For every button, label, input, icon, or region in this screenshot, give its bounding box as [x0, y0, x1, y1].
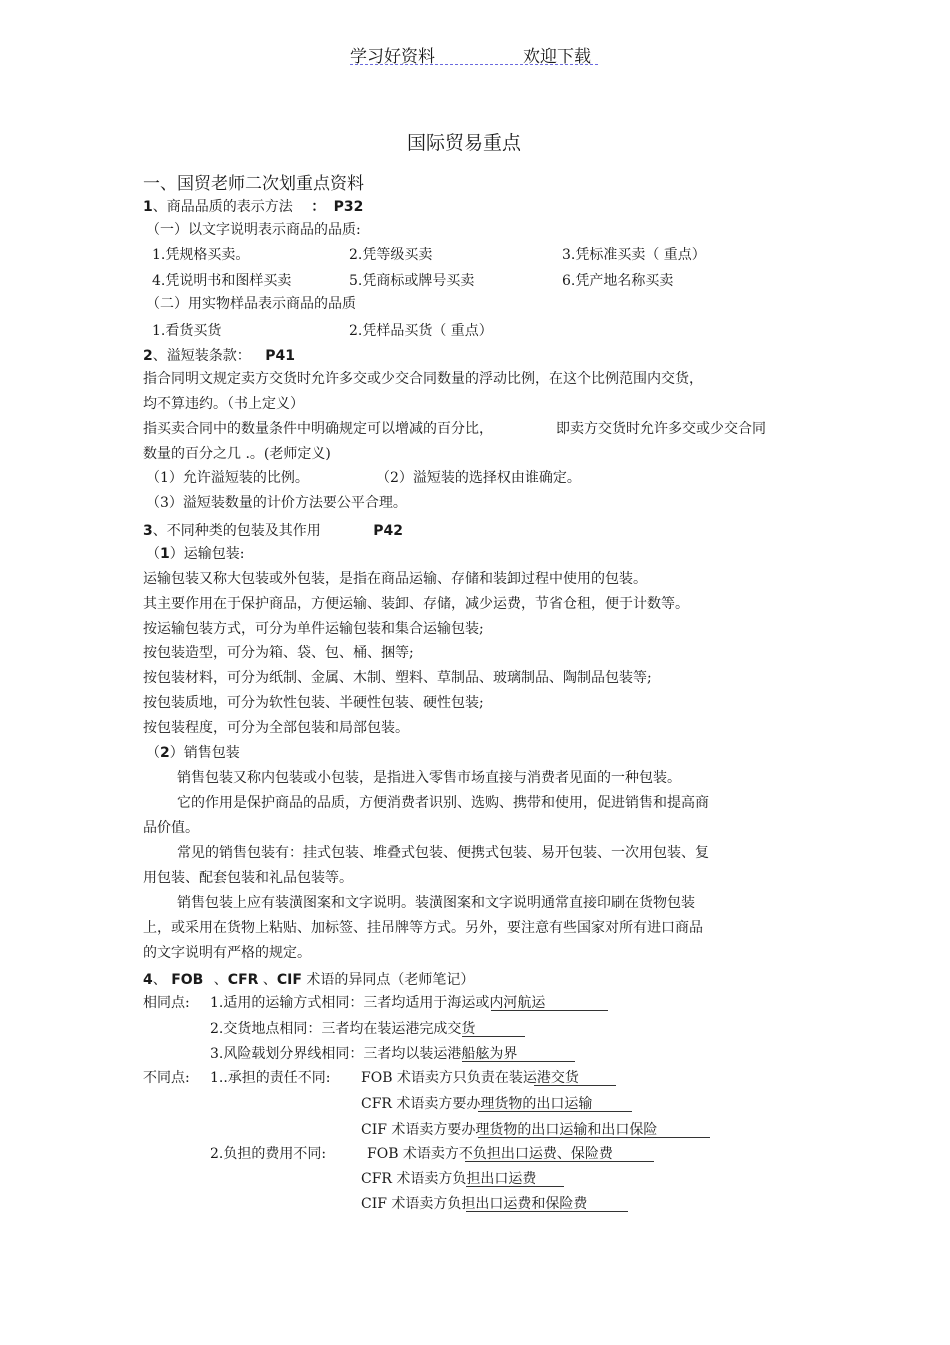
section-title: 术语的异同点（老师笔记） — [306, 972, 475, 988]
list-item: 2.凭等级买卖 — [349, 247, 433, 263]
underline — [462, 1061, 575, 1062]
diff-detail: CFR 术语卖方负担出口运费 — [361, 1171, 537, 1187]
list-item: （3）溢短装数量的计价方法要公平合理。 — [146, 495, 407, 511]
paren-open: （ — [146, 546, 160, 562]
list-item: 2.凭样品买货（ 重点） — [349, 323, 493, 339]
paragraph-line: 它的作用是保护商品的品质，方便消费者识别、选购、携带和使用，促进销售和提高商 — [177, 795, 709, 811]
paragraph-line: 按运输包装方式，可分为单件运输包装和集合运输包装; — [143, 621, 484, 637]
page-ref: P42 — [373, 523, 403, 539]
paragraph-line: 品价值。 — [143, 820, 199, 836]
paragraph-line: 按包装造型，可分为箱、袋、包、桶、捆等; — [143, 645, 414, 661]
underline — [466, 1211, 628, 1212]
part-heading: 一、国贸老师二次划重点资料 — [143, 174, 364, 194]
underline — [462, 1036, 525, 1037]
subheading: （一）以文字说明表示商品的品质: — [146, 222, 361, 238]
diff-detail: CIF 术语卖方负担出口运费和保险费 — [361, 1196, 588, 1212]
same-item: 1.适用的运输方式相同：三者均适用于海运或内河航运 — [210, 995, 546, 1011]
list-item: 5.凭商标或牌号买卖 — [349, 273, 475, 289]
diff-detail: CFR 术语卖方要办理货物的出口运输 — [361, 1096, 593, 1112]
list-item: 4.凭说明书和图样买卖 — [152, 273, 292, 289]
paragraph-line: 上，或采用在货物上粘贴、加标签、挂吊牌等方式。另外，要注意有些国家对所有进口商品 — [143, 920, 703, 936]
paragraph-line: 即卖方交货时允许多交或少交合同 — [556, 421, 766, 437]
paragraph-line: 用包装、配套包装和礼品包装等。 — [143, 870, 353, 886]
section-4-heading — [143, 971, 474, 989]
list-item: （1）允许溢短装的比例。 — [146, 470, 309, 486]
section-1-heading — [143, 198, 363, 216]
paragraph-line: 均不算违约。（书上定义） — [143, 396, 304, 412]
subheading-number: 1 — [160, 546, 170, 562]
diff-detail: CIF 术语卖方要办理货物的出口运输和出口保险 — [361, 1122, 658, 1138]
same-item: 3.风险载划分界线相同：三者均以装运港船舷为界 — [210, 1046, 518, 1062]
subheading: （二）用实物样品表示商品的品质 — [146, 296, 356, 312]
subheading-text: ）运输包装: — [169, 546, 245, 562]
section-2-heading — [143, 347, 295, 365]
diff-detail: FOB 术语卖方不负担出口运费、保险费 — [367, 1146, 613, 1162]
underline — [465, 1161, 654, 1162]
underline — [491, 1010, 608, 1011]
diff-detail: FOB 术语卖方只负责在装运港交货 — [361, 1070, 579, 1086]
page-ref: P41 — [265, 348, 295, 364]
subheading-number: 2 — [160, 745, 170, 761]
separator: 、 — [152, 972, 167, 988]
section-title: 、商品品质的表示方法 — [152, 199, 293, 215]
paragraph-line: 销售包装上应有装潢图案和文字说明。装潢图案和文字说明通常直接印刷在货物包装 — [177, 895, 695, 911]
page-title: 国际贸易重点 — [407, 132, 522, 154]
section-colon: ： — [311, 199, 326, 215]
same-item: 2.交货地点相同：三者均在装运港完成交货 — [210, 1021, 476, 1037]
subheading-text: ）销售包装 — [169, 745, 240, 761]
section-3-heading — [143, 522, 403, 540]
separator: 、 — [213, 972, 228, 988]
term-cif: CIF — [276, 972, 302, 988]
underline — [466, 1186, 564, 1187]
diff-item: 1..承担的责任不同: — [210, 1070, 331, 1086]
header-right: 欢迎下载 — [523, 47, 591, 67]
same-label: 相同点: — [143, 995, 190, 1011]
section-number: 1 — [143, 199, 153, 215]
list-item: （2）溢短装的选择权由谁确定。 — [376, 470, 581, 486]
underline — [478, 1111, 632, 1112]
subheading — [146, 545, 244, 563]
section-title: 、溢短装条款： — [152, 348, 251, 364]
paragraph-line: 按包装程度，可分为全部包装和局部包装。 — [143, 720, 409, 736]
page-ref: P32 — [333, 199, 364, 215]
section-title: 、不同种类的包装及其作用 — [152, 523, 321, 539]
paragraph-line: 数量的百分之几 .。(老师定义) — [143, 446, 331, 462]
term-cfr: CFR — [227, 972, 259, 988]
section-number: 4 — [143, 972, 153, 988]
header-rule — [350, 64, 598, 65]
paragraph-line: 指合同明文规定卖方交货时允许多交或少交合同数量的浮动比例，在这个比例范围内交货， — [143, 371, 703, 387]
paragraph-line: 其主要作用在于保护商品，方便运输、装卸、存储，减少运费，节省仓租，便于计数等。 — [143, 596, 689, 612]
section-number: 2 — [143, 348, 153, 364]
separator: 、 — [262, 972, 277, 988]
paragraph-line: 常见的销售包装有：挂式包装、堆叠式包装、便携式包装、易开包装、一次用包装、复 — [177, 845, 709, 861]
diff-item: 2.负担的费用不同: — [210, 1146, 327, 1162]
section-number: 3 — [143, 523, 153, 539]
list-item: 6.凭产地名称买卖 — [562, 273, 674, 289]
underline — [534, 1085, 616, 1086]
term-fob: FOB — [171, 972, 204, 988]
paren-open: （ — [146, 745, 160, 761]
header-left: 学习好资料 — [350, 47, 435, 67]
list-item: 3.凭标准买卖（ 重点） — [562, 247, 706, 263]
diff-label: 不同点: — [143, 1070, 190, 1086]
paragraph-line: 指买卖合同中的数量条件中明确规定可以增减的百分比， — [143, 421, 493, 437]
underline — [478, 1137, 710, 1138]
paragraph-line: 按包装质地，可分为软性包装、半硬性包装、硬性包装; — [143, 695, 484, 711]
subheading — [146, 744, 240, 762]
paragraph-line: 的文字说明有严格的规定。 — [143, 945, 311, 961]
paragraph-line: 销售包装又称内包装或小包装，是指进入零售市场直接与消费者见面的一种包装。 — [177, 770, 681, 786]
paragraph-line: 按包装材料，可分为纸制、金属、木制、塑料、草制品、玻璃制品、陶制品包装等; — [143, 670, 652, 686]
list-item: 1.看货买货 — [152, 323, 222, 339]
paragraph-line: 运输包装又称大包装或外包装，是指在商品运输、存储和装卸过程中使用的包装。 — [143, 571, 647, 587]
list-item: 1.凭规格买卖。 — [152, 247, 250, 263]
